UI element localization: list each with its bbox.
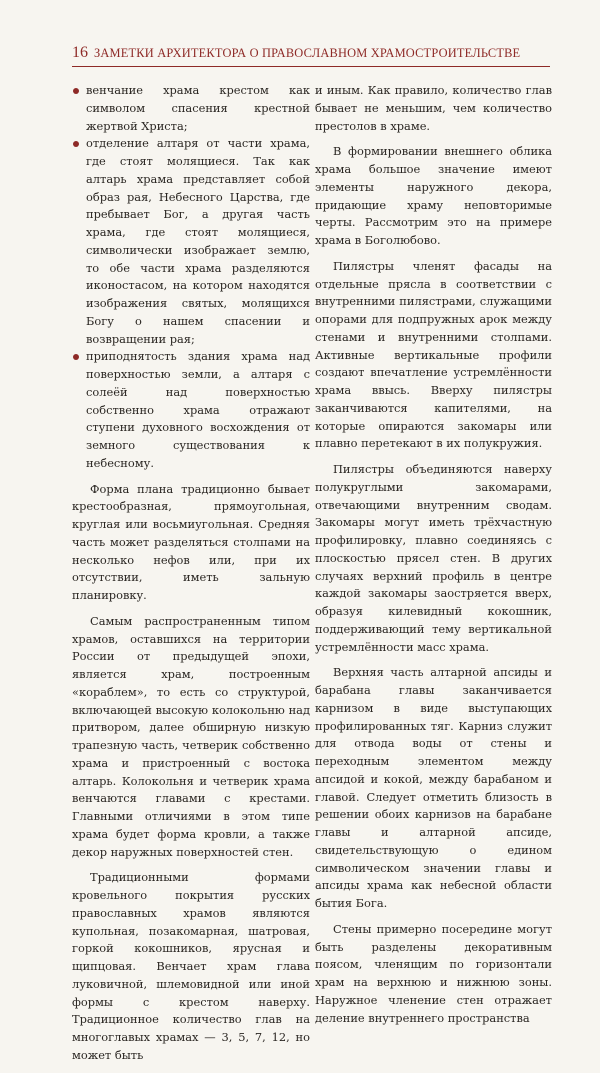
- bullet-list: [72, 82, 310, 473]
- paragraph: В формировании внешнего облика храма большое значение имеют элементы наружного декора, придающие храму неповторимые черты. Рассмотрим это на примере храма в Боголюбово.: [315, 144, 552, 247]
- list-item: [72, 82, 310, 135]
- paragraph: Самым распространенным типом храмов, оставшихся на территории России от предыдущей эпохи, является храм, построенным «кораблем», то есть со структурой, включающей высокую колокольню над притвором, далее обширную низкую трапезную часть, четверик собственно храма и пристроенный с востока алтарь. Колокольня и четверик храма венчаются главами с крестами. Главными отличиями в этом типе храма будет форма кровли, а также декор наружных поверхностей стен.: [72, 613, 310, 859]
- paragraph: Верхняя часть алтарной апсиды и барабана главы заканчивается карнизом в виде выступающих профилированных тяг. Карниз служит для отвода воды от стены и переходным элементом между апсидой и кокой, между барабаном и главой. Следует отметить близость в решении обоих карнизов на барабане главы и алтарной апсиде, свидетельствующую о едином символическом значении главы и апсиды храма как небесной области бытия Бога.: [315, 665, 552, 910]
- paragraph-continuation: и иным. Как правило, количество глав бывает не меньшим, чем количество престолов в храме.: [315, 83, 552, 133]
- header-rule: [72, 66, 550, 67]
- running-title: ЗАМЕТКИ АРХИТЕКТОРА О ПРАВОСЛАВНОМ ХРАМОСТРОИТЕЛЬСТВЕ: [94, 46, 521, 60]
- paragraph: Стены примерно посередине могут быть разделены декоративным поясом, членящим по горизонтали храм на верхнюю и нижнюю зоны. Наружное членение стен отражает деление внутреннего пространства: [315, 921, 552, 1025]
- bullet-icon: [73, 88, 79, 94]
- list-item-text: венчание храма крестом как символом спасения крестной жертвой Христа;: [86, 83, 310, 133]
- bullet-icon: [73, 354, 79, 360]
- paragraph: Пилястры объединяются наверху полукруглыми закомарами, отвечающими внутренним сводам. Закомары могут иметь трёхчастную профилировку, плавно соединяясь с плоскостью прясел стен. В других случаях верхний профиль в центре каждой закомары заостряется вверх, образуя килевидный кокошник, поддерживающий тему вертикальной устремлённости масс храма.: [315, 462, 552, 654]
- paragraph: Форма плана традиционно бывает крестообразная, прямоугольная, круглая или восьмиугольная. Средняя часть может разделяться столпами на несколько нефов или, при их отсутствии, иметь зальную планировку.: [72, 481, 310, 602]
- left-column: [72, 82, 310, 1073]
- list-item: [72, 135, 310, 348]
- right-column: [315, 82, 552, 1035]
- paragraph: Пилястры членят фасады на отдельные прясла в соответствии с внутренними пилястрами, служащими опорами для подпружных арок между стенами и внутренними столпами. Активные вертикальные профили создают впечатление устремлённости храма ввысь. Вверху пилястры заканчиваются капителями, на которые опираются закомары или плавно перетекают в их полукружия.: [315, 258, 552, 451]
- list-item-text: приподнятость здания храма над поверхностью земли, а алтаря с солеёй над поверхностью собственно храма отражают ступени духовного восхождения от земного существования к небесному.: [86, 349, 310, 470]
- page-header: [72, 44, 550, 64]
- page-number: 16: [72, 44, 88, 61]
- list-item: [72, 348, 310, 472]
- paragraph: Традиционными формами кровельного покрытия русских православных храмов являются купольная, позакомарная, шатровая, горкой кокошников, ярусная и щипцовая. Венчает храм глава луковичной, шлемовидной или иной формы с крестом наверху. Традиционное количество глав на многоглавых храмах — 3, 5, 7, 12, но может быть: [72, 870, 310, 1062]
- list-item-text: отделение алтаря от части храма, где стоят молящиеся. Так как алтарь храма представляет собой образ рая, Небесного Царства, где пребывает Бог, а другая часть храма, где стоят молящиеся, символически изображает землю, то обе части храма разделяются иконостасом, на котором находятся изображения святых, молящихся Богу о нашем спасении и возвращении рая;: [86, 136, 310, 346]
- bullet-icon: [73, 141, 79, 147]
